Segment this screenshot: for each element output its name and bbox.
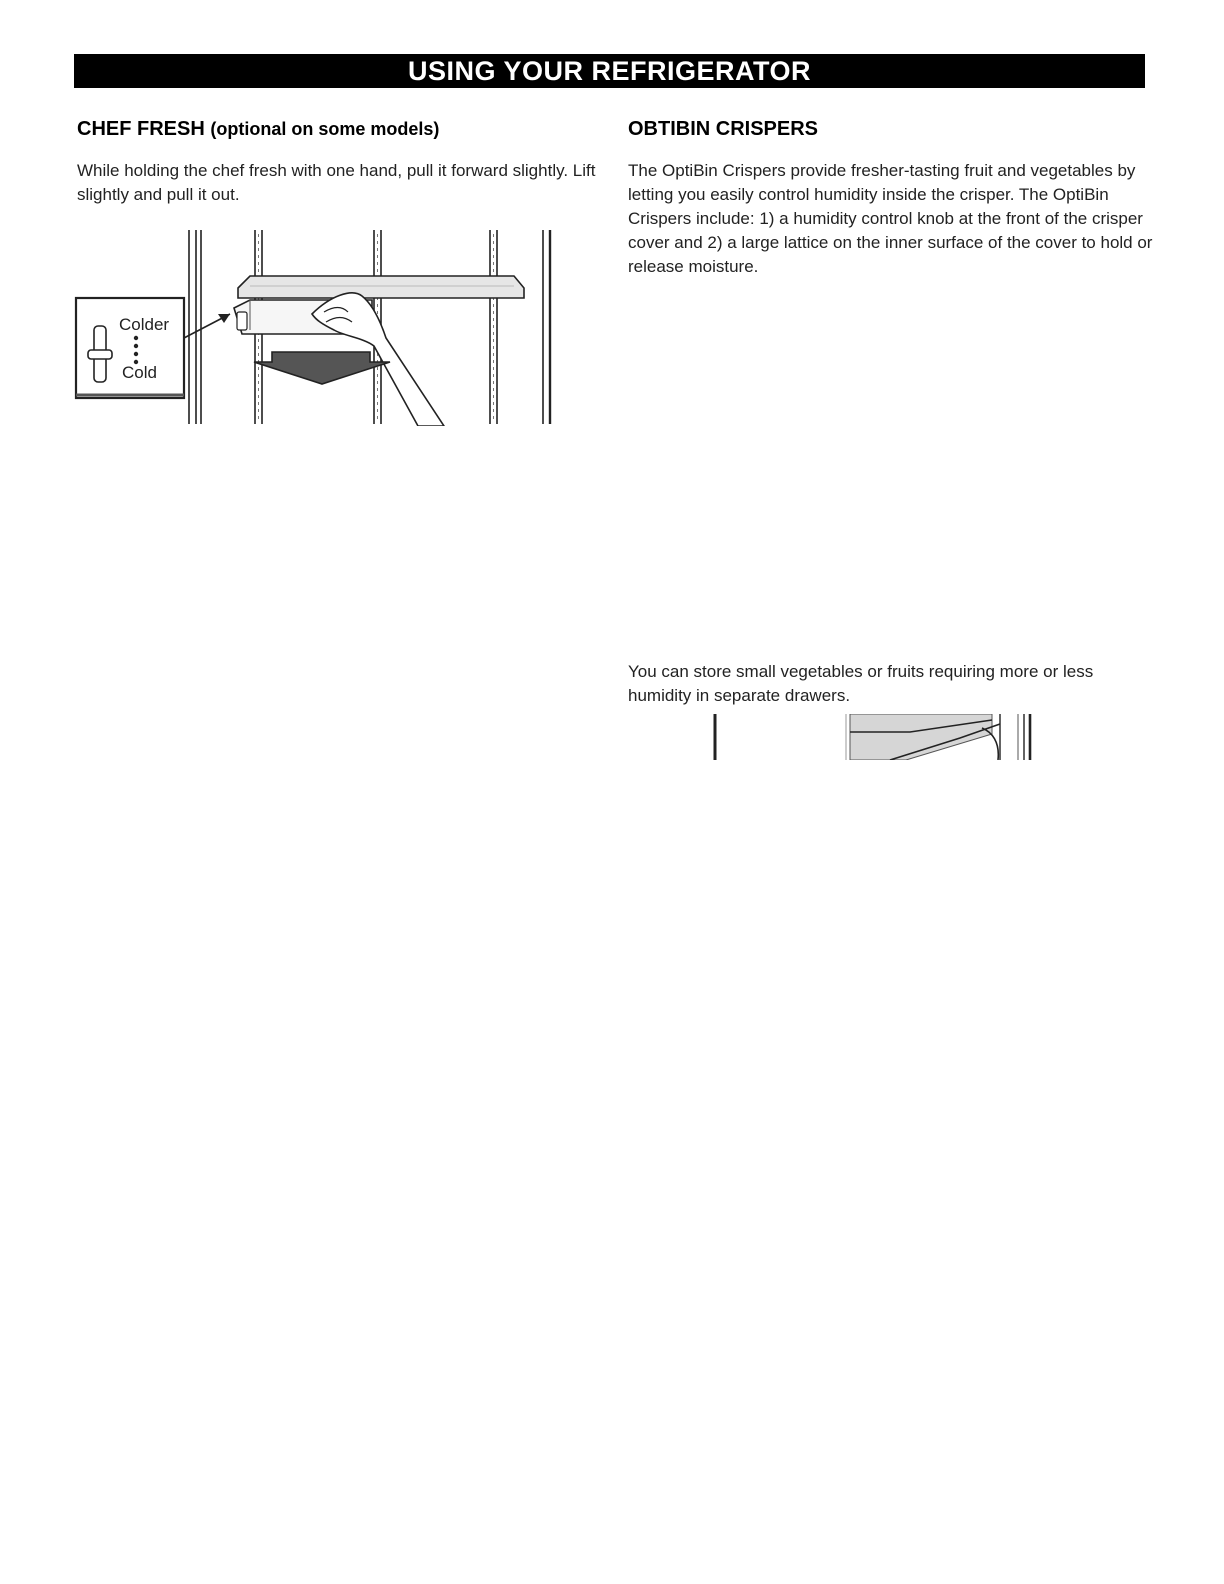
chef-fresh-heading [77,116,597,142]
chef-fresh-paragraph: While holding the chef fresh with one hand, pull it forward slightly. Lift slightly and pull it out. [77,161,596,204]
optibin-paragraph-2: You can store small vegetables or fruits requiring more or less humidity in separate drawers. [628,662,1094,705]
colder-label: Colder [119,315,170,334]
chef-fresh-heading-main: CHEF FRESH [77,118,205,140]
section-title: USING YOUR REFRIGERATOR [407,55,812,86]
chef-fresh-section [77,116,597,142]
optibin-section [628,116,1148,142]
crisper-illustration [700,714,1050,760]
section-banner [74,54,1145,88]
optibin-paragraph-1: The OptiBin Crispers provide fresher-tasting fruit and vegetables by letting you easily control humidity inside the crisper. The OptiBin Crispers include: 1) a humidity control knob at the front of the crisper cover and 2) a large lattice on the inner surface of the cover to hold or release moisture. [628,161,1153,276]
optibin-heading: OBTIBIN CRISPERS [628,118,819,140]
cold-label: Cold [122,363,157,382]
chef-fresh-illustration [72,226,562,426]
chef-fresh-heading-sub: (optional on some models) [210,119,440,139]
